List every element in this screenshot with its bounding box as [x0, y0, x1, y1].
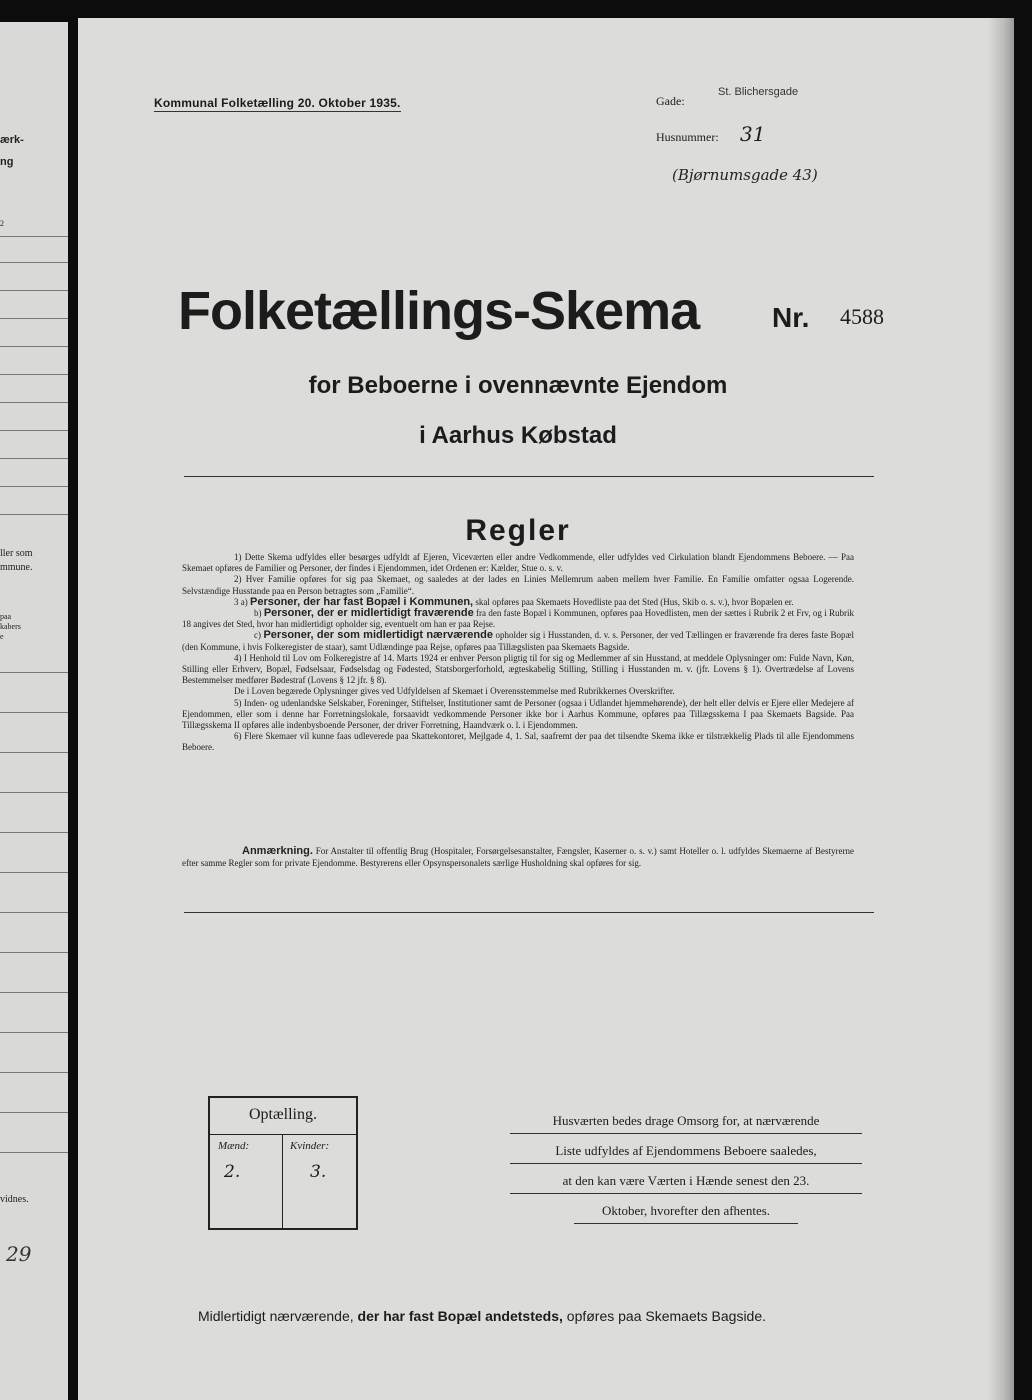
left-rule — [0, 832, 68, 833]
left-rule — [0, 912, 68, 913]
count-box — [208, 1096, 358, 1230]
left-page-margin — [0, 22, 68, 1400]
left-fragment: paa — [0, 612, 12, 621]
left-fragment: 2 — [0, 219, 4, 228]
left-rule — [0, 514, 68, 515]
rule-3b-lead: Personer, der er midlertidigt fraværende — [263, 607, 474, 620]
rule-3c-lead: Personer, der som midlertidigt nærværende — [263, 629, 493, 642]
rule-3b-number: b) — [254, 608, 262, 619]
left-rule — [0, 752, 68, 753]
left-fragment: e — [0, 632, 4, 641]
left-rule — [0, 262, 68, 263]
form-title: Folketællings-Skema — [178, 281, 700, 341]
left-rule — [0, 430, 68, 431]
husnummer-label: Husnummer: — [656, 130, 719, 144]
census-form-page — [78, 18, 1014, 1400]
census-title: Kommunal Folketælling 20. Oktober 1935. — [154, 96, 401, 110]
address-note: (Bjørnumsgade 43) — [672, 166, 818, 184]
left-fragment: vidnes. — [0, 1194, 29, 1205]
rule-4: 4) I Henhold til Lov om Folkeregistre af 14. Marts 1924 er enhver Person pligtig til for sig og Medlemmer af sin Husstand, at meddele Oplysninger om: Fulde Navn, Køn, Stilling eller Erhverv, Bopæl, Fødselsaar, Fødselsdag og Fødested, Statsborgerforhold, ægteskabelig Stilling, Stilling i Husstanden m. v. (jfr. Lovens § 1). Overtrædelse af Lovens Bestemmelser medfører Bødestraf (Lovens § 12 jfr. § 8). — [182, 652, 854, 686]
remark-block — [182, 846, 854, 869]
divider — [184, 912, 874, 913]
rule-3a-lead: Personer, der har fast Bopæl i Kommunen, — [250, 595, 474, 608]
maend-label: Mænd: — [218, 1140, 250, 1152]
left-rule — [0, 236, 68, 237]
form-subtitle-city: i Aarhus Købstad — [419, 422, 617, 449]
left-fragment: ærk- — [0, 134, 24, 146]
rule-3a-number: 3 a) — [234, 596, 248, 607]
left-rule — [0, 792, 68, 793]
left-fragment: ng — [0, 156, 14, 168]
rule-3a-text: skal opføres paa Skemaets Hovedliste paa det Sted (Hus, Skib o. s. v.), hvor Bopælen er. — [475, 596, 794, 607]
count-divider — [282, 1134, 283, 1228]
left-rule — [0, 952, 68, 953]
rule-3c — [182, 630, 854, 652]
host-note-line: Oktober, hvorefter den afhentes. — [574, 1194, 798, 1224]
rules-heading: Regler — [465, 514, 571, 547]
rule-3b — [182, 608, 854, 630]
rule-3c-text: opholder sig i Husstanden, d. v. s. Personer, der ved Tællingen er fraværende fra deres faste Bopæl (den Kommune, i hvis Folkeregister de staar), samt Udlændinge paa Rejse, opføres paa Tillægslisten paa Skemaets Bagside. — [182, 630, 854, 652]
footer-part: opføres paa Skemaets Bagside. — [566, 1308, 767, 1324]
left-fragment: mmune. — [0, 562, 33, 573]
gade-label: Gade: — [656, 94, 685, 108]
host-note — [510, 1104, 862, 1224]
left-fragment: kabers — [0, 622, 21, 631]
divider — [184, 476, 874, 477]
host-note-line: Liste udfyldes af Ejendommens Beboere saaledes, — [510, 1134, 862, 1164]
rule-4b: De i Loven begærede Oplysninger gives ved Udfyldelsen af Skemaet i Overensstemmelse med Rubrikkernes Overskrifter. — [234, 686, 675, 697]
husnummer-value: 31 — [740, 122, 766, 146]
host-note-line: at den kan være Værten i Hænde senest den 23. — [510, 1164, 862, 1194]
left-rule — [0, 1072, 68, 1073]
left-fragment: ller som — [0, 548, 33, 559]
remark-lead: Anmærkning. — [242, 845, 313, 857]
rule-2: 2) Hver Familie opføres for sig paa Skemaet, og saaledes at der lades en Linies Mellemrum aaben mellem hver Familie. En Familie omfatter ogsaa Logerende. Selvstændige Husstande paa en Person betragtes som „Familie“. — [182, 574, 854, 596]
footer-part: Midlertidigt nærværende, — [198, 1308, 354, 1324]
footer-note — [198, 1308, 766, 1324]
kvinder-label: Kvinder: — [290, 1140, 330, 1152]
rule-6: 6) Flere Skemaer vil kunne faas udleverede paa Skattekontoret, Mejlgade 4, 1. Sal, saafremt der paa det tilsendte Skema ikke er tilstrækkelig Plads til alle Ejendommens Beboere. — [182, 731, 854, 753]
left-rule — [0, 486, 68, 487]
left-rule — [0, 872, 68, 873]
host-note-line: Husværten bedes drage Omsorg for, at nærværende — [510, 1104, 862, 1134]
rules-body — [182, 552, 854, 754]
form-number-label: Nr. — [772, 302, 810, 333]
rule-3c-number: c) — [254, 630, 261, 641]
form-number-value: 4588 — [840, 304, 884, 329]
remark-text: For Anstalter til offentlig Brug (Hospitaler, Forsørgelsesanstalter, Fængsler, Kaserner o. s. v.) samt Hoteller o. l. udfyldes Skemaerne af Bestyrerne efter samme Regler som for private Ejendomme. Bestyrerens eller Opsynspersonalets særlige Husholdning skal opføres for sig. — [182, 846, 855, 868]
footer-part: der har fast Bopæl andetsteds, — [357, 1308, 563, 1324]
count-title: Optælling. — [248, 1106, 317, 1123]
count-divider — [210, 1134, 356, 1135]
left-handwritten-number: 29 — [6, 1242, 32, 1266]
rule-5: 5) Inden- og udenlandske Selskaber, Foreninger, Stiftelser, Institutioner samt de Personer (ogsaa i Udlandet hjemmehørende), der helt eller delvis er Ejere eller Medejere af Ejendommen, eller som i denne har Forretningslokale, forsaavidt vedkommende Personer ikke bor i Aarhus Kommune, opføres paa Tillægsskema I paa Skemaets Bagside. Paa Tillægsskema II opføres alle indenbysboende Personer, der driver Forretning, Haandværk o. l. i Ejendommen. — [182, 697, 854, 731]
left-rule — [0, 374, 68, 375]
rule-3b-text: fra den faste Bopæl i Kommunen, opføres paa Hovedlisten, men der sættes i Rubrik 2 et Frv, og i Rubrik 18 angives det Sted, hvor han midlertidigt opholder sig, eventuelt om han er paa Rejse. — [182, 608, 855, 630]
left-rule — [0, 458, 68, 459]
gade-value: St. Blichersgade — [718, 86, 799, 98]
left-rule — [0, 1152, 68, 1153]
left-rule — [0, 712, 68, 713]
form-subtitle: for Beboerne i ovennævnte Ejendom — [308, 372, 728, 399]
left-rule — [0, 992, 68, 993]
maend-value: 2. — [224, 1162, 241, 1182]
left-rule — [0, 290, 68, 291]
left-rule — [0, 402, 68, 403]
left-rule — [0, 672, 68, 673]
page-edge-shadow — [988, 18, 1014, 1400]
left-rule — [0, 1032, 68, 1033]
left-rule — [0, 1112, 68, 1113]
left-rule — [0, 318, 68, 319]
rule-1: 1) Dette Skema udfyldes eller besørges udfyldt af Ejeren, Viceværten eller andre Vedkommende, eller udfyldes ved Cirkulation blandt Ejendommens Beboere. — Paa Skemaet opføres de Familier og Personer, der findes i Ejendommen, idet Ordenen er: Kælder, Stue o. s. v. — [182, 552, 854, 574]
kvinder-value: 3. — [310, 1162, 327, 1182]
left-rule — [0, 346, 68, 347]
